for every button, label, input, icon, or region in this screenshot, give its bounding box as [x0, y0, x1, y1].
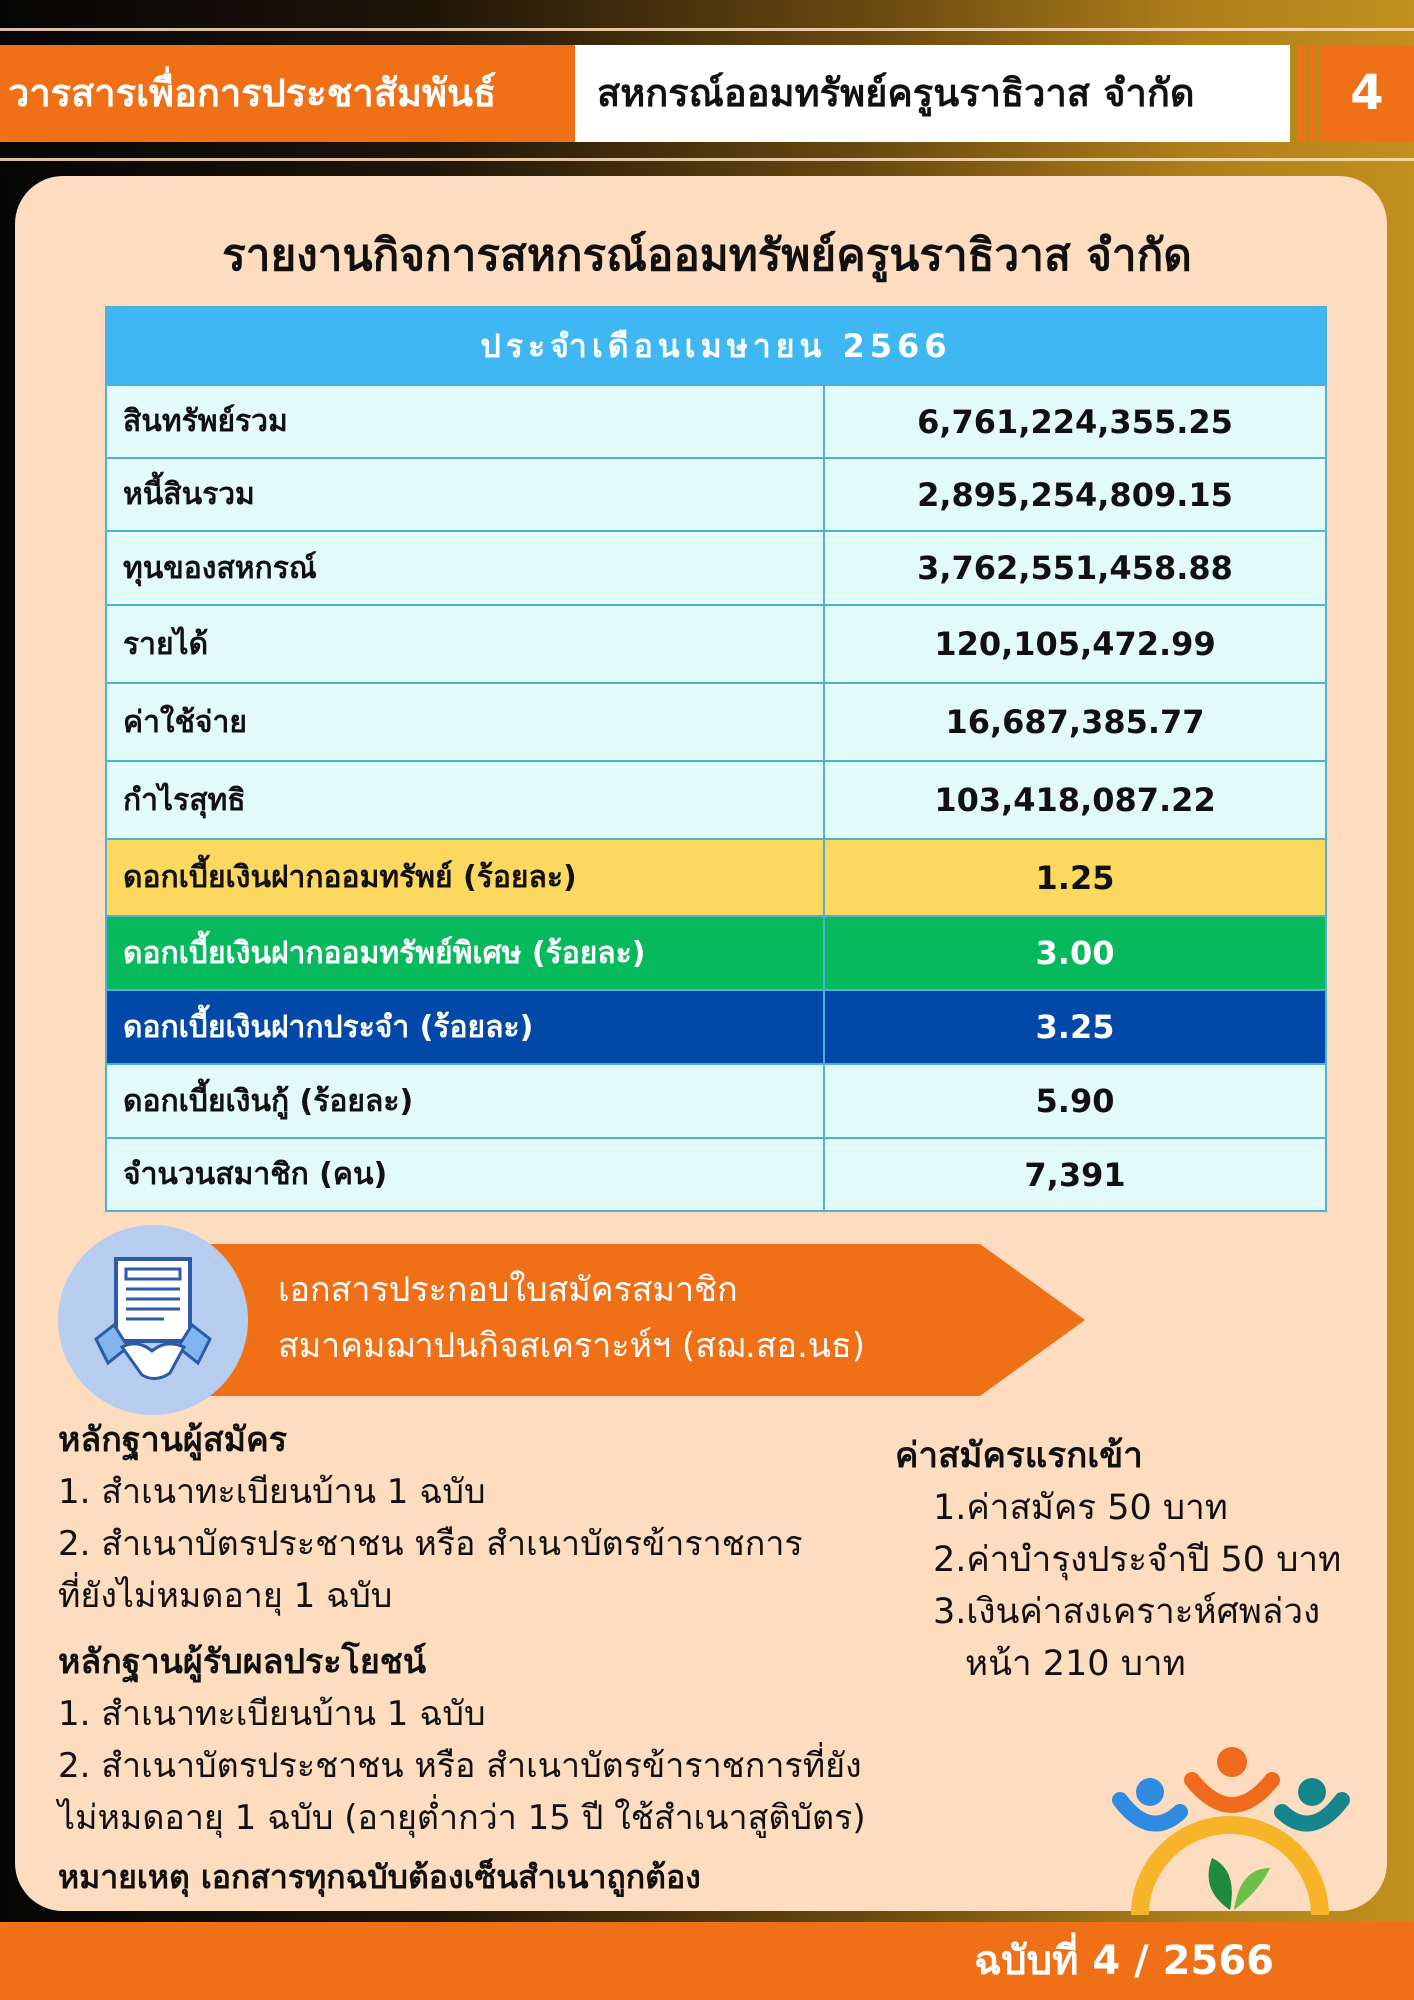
table-header-row [106, 307, 1326, 385]
page-number: 4 [1320, 45, 1414, 142]
banner-line-2: สมาคมฌาปนกิจสเคราะห์ฯ (สฌ.สอ.นธ) [278, 1326, 866, 1366]
row-label: ดอกเบี้ยเงินฝากออมทรัพย์พิเศษ (ร้อยละ) [106, 916, 824, 990]
applicant-section [58, 1414, 803, 1622]
newsletter-label: วารสารเพื่อการประชาสัมพันธ์ [0, 45, 575, 142]
header-divider-line [0, 158, 1414, 161]
row-label: ดอกเบี้ยเงินฝากประจำ (ร้อยละ) [106, 990, 824, 1064]
row-label: หนี้สินรวม [106, 458, 824, 531]
list-item: 2.ค่าบำรุงประจำปี 50 บาท [933, 1540, 1342, 1580]
report-table [105, 306, 1327, 1212]
list-item: หน้า 210 บาท [965, 1644, 1186, 1684]
beneficiary-section [58, 1636, 866, 1844]
table-row [106, 839, 1326, 916]
row-value: 3,762,551,458.88 [824, 531, 1326, 605]
row-value: 1.25 [824, 839, 1326, 916]
table-row [106, 990, 1326, 1064]
note-text: หมายเหตุ เอกสารทุกฉบับต้องเซ็นสำเนาถูกต้อง [58, 1858, 701, 1896]
row-label: ดอกเบี้ยเงินกู้ (ร้อยละ) [106, 1064, 824, 1138]
table-row [106, 1138, 1326, 1211]
row-value: 5.90 [824, 1064, 1326, 1138]
fees-heading: ค่าสมัครแรกเข้า [895, 1436, 1143, 1476]
row-label: ค่าใช้จ่าย [106, 683, 824, 761]
row-value: 103,418,087.22 [824, 761, 1326, 839]
row-value: 3.25 [824, 990, 1326, 1064]
list-item: ไม่หมดอายุ 1 ฉบับ (อายุต่ำกว่า 15 ปี ใช้สำเนาสูติบัตร) [58, 1798, 866, 1838]
row-label: จำนวนสมาชิก (คน) [106, 1138, 824, 1211]
issue-number: ฉบับที่ 4 / 2566 [974, 1938, 1274, 1984]
table-row [106, 683, 1326, 761]
table-row [106, 761, 1326, 839]
row-label: ทุนของสหกรณ์ [106, 531, 824, 605]
table-row [106, 916, 1326, 990]
header-stripe [1297, 45, 1306, 142]
document-handshake-icon [94, 1255, 212, 1385]
report-period: ประจำเดือนเมษายน 2566 [106, 307, 1326, 385]
list-item: 1. สำเนาทะเบียนบ้าน 1 ฉบับ [58, 1694, 486, 1734]
top-divider-line [0, 28, 1414, 31]
row-label: รายได้ [106, 605, 824, 683]
table-row [106, 385, 1326, 458]
beneficiary-heading: หลักฐานผู้รับผลประโยชน์ [58, 1642, 427, 1682]
row-value: 7,391 [824, 1138, 1326, 1211]
row-value: 16,687,385.77 [824, 683, 1326, 761]
list-item: 1. สำเนาทะเบียนบ้าน 1 ฉบับ [58, 1472, 486, 1512]
list-item: ที่ยังไม่หมดอายุ 1 ฉบับ [58, 1576, 393, 1616]
org-name: สหกรณ์ออมทรัพย์ครูนราธิวาส จำกัด [575, 45, 1290, 142]
banner-text [278, 1262, 865, 1374]
row-value: 120,105,472.99 [824, 605, 1326, 683]
row-value: 6,761,224,355.25 [824, 385, 1326, 458]
row-label: สินทรัพย์รวม [106, 385, 824, 458]
row-value: 3.00 [824, 916, 1326, 990]
applicant-heading: หลักฐานผู้สมัคร [58, 1420, 288, 1460]
cooperative-logo-icon [1100, 1740, 1360, 1915]
table-row [106, 605, 1326, 683]
list-item: 2. สำเนาบัตรประชาชน หรือ สำเนาบัตรข้าราชการที่ยัง [58, 1746, 862, 1786]
header-stripe [1309, 45, 1315, 142]
banner-line-1: เอกสารประกอบใบสมัครสมาชิก [278, 1270, 738, 1310]
row-value: 2,895,254,809.15 [824, 458, 1326, 531]
list-item: 2. สำเนาบัตรประชาชน หรือ สำเนาบัตรข้าราชการ [58, 1524, 803, 1564]
list-item: 1.ค่าสมัคร 50 บาท [933, 1488, 1228, 1528]
fees-section [895, 1430, 1341, 1690]
table-row [106, 1064, 1326, 1138]
report-title: รายงานกิจการสหกรณ์ออมทรัพย์ครูนราธิวาส จำกัด [222, 230, 1192, 281]
row-label: ดอกเบี้ยเงินฝากออมทรัพย์ (ร้อยละ) [106, 839, 824, 916]
table-row [106, 458, 1326, 531]
list-item: 3.เงินค่าสงเคราะห์ศพล่วง [933, 1592, 1321, 1632]
row-label: กำไรสุทธิ [106, 761, 824, 839]
table-row [106, 531, 1326, 605]
